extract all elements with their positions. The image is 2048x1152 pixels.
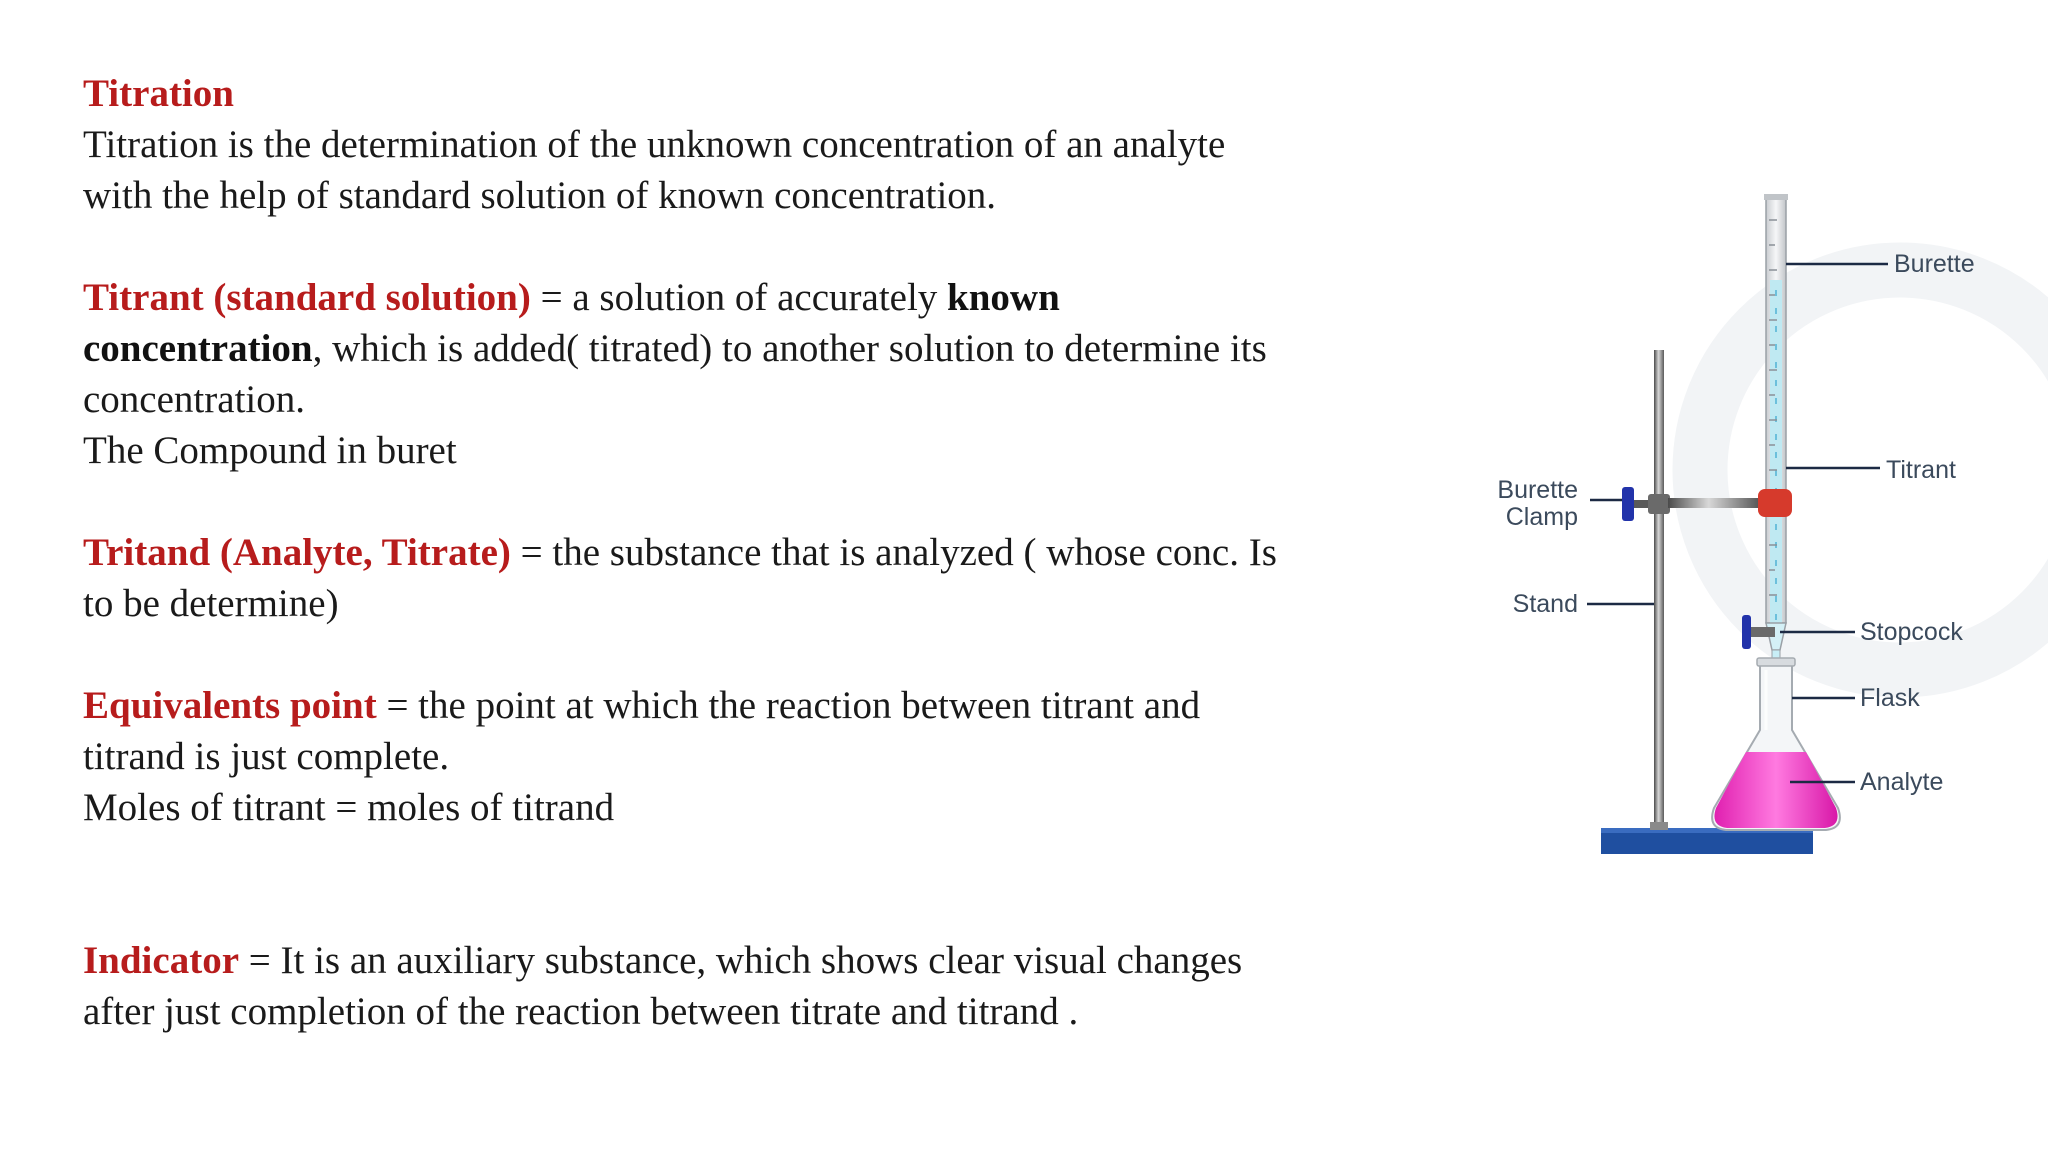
titrant-line3: concentration.: [83, 378, 305, 421]
clamp-holder: [1648, 494, 1670, 514]
clamp-knob: [1622, 487, 1634, 521]
titrant-eq-text: = a solution of accurately: [530, 276, 948, 319]
stand-base: [1601, 830, 1813, 854]
equivalents-term: Equivalents point: [83, 684, 377, 727]
titrant-concentration: concentration: [83, 327, 313, 370]
label-burette: Burette: [1894, 250, 1975, 278]
stand-rod: [1654, 350, 1664, 830]
label-stopcock: Stopcock: [1860, 618, 1963, 646]
label-analyte: Analyte: [1860, 768, 1944, 796]
analyte-liquid: [1714, 752, 1837, 828]
indicator-eq-text: = It is an auxiliary substance, which shows clear visual changes: [239, 939, 1243, 982]
titration-def-line2: with the help of standard solution of known concentration.: [83, 174, 997, 217]
stopcock-knob: [1742, 615, 1751, 649]
equivalents-line3: Moles of titrant = moles of titrand: [83, 786, 615, 829]
clamp-arm: [1668, 498, 1758, 508]
tritand-line2: to be determine): [83, 582, 339, 625]
titrant-line4: The Compound in buret: [83, 429, 457, 472]
indicator-line2: after just completion of the reaction between titrate and titrand .: [83, 990, 1079, 1033]
titrant-known: known: [947, 276, 1060, 319]
titrant-line2-rest: , which is added( titrated) to another solution to determine its: [312, 327, 1267, 370]
label-burette-clamp-2: Clamp: [1505, 503, 1578, 531]
indicator-term: Indicator: [83, 939, 239, 982]
tritand-eq-text: = the substance that is analyzed ( whose conc. Is: [510, 531, 1277, 574]
tritand-term: Tritand (Analyte, Titrate): [83, 531, 511, 574]
equivalents-eq-text: = the point at which the reaction between titrant and: [376, 684, 1201, 727]
burette-clamp-grip: [1758, 489, 1792, 517]
label-titrant: Titrant: [1886, 456, 1956, 484]
titration-def-line1: Titration is the determination of the unknown concentration of an analyte: [83, 123, 1226, 166]
watermark-shape: [1700, 270, 2048, 670]
equivalents-line2: titrand is just complete.: [83, 735, 450, 778]
label-flask: Flask: [1860, 684, 1920, 712]
titration-term: Titration: [83, 72, 234, 115]
titrant-term: Titrant (standard solution): [83, 276, 531, 319]
label-burette-clamp-1: Burette: [1497, 476, 1578, 504]
label-stand: Stand: [1512, 590, 1578, 618]
